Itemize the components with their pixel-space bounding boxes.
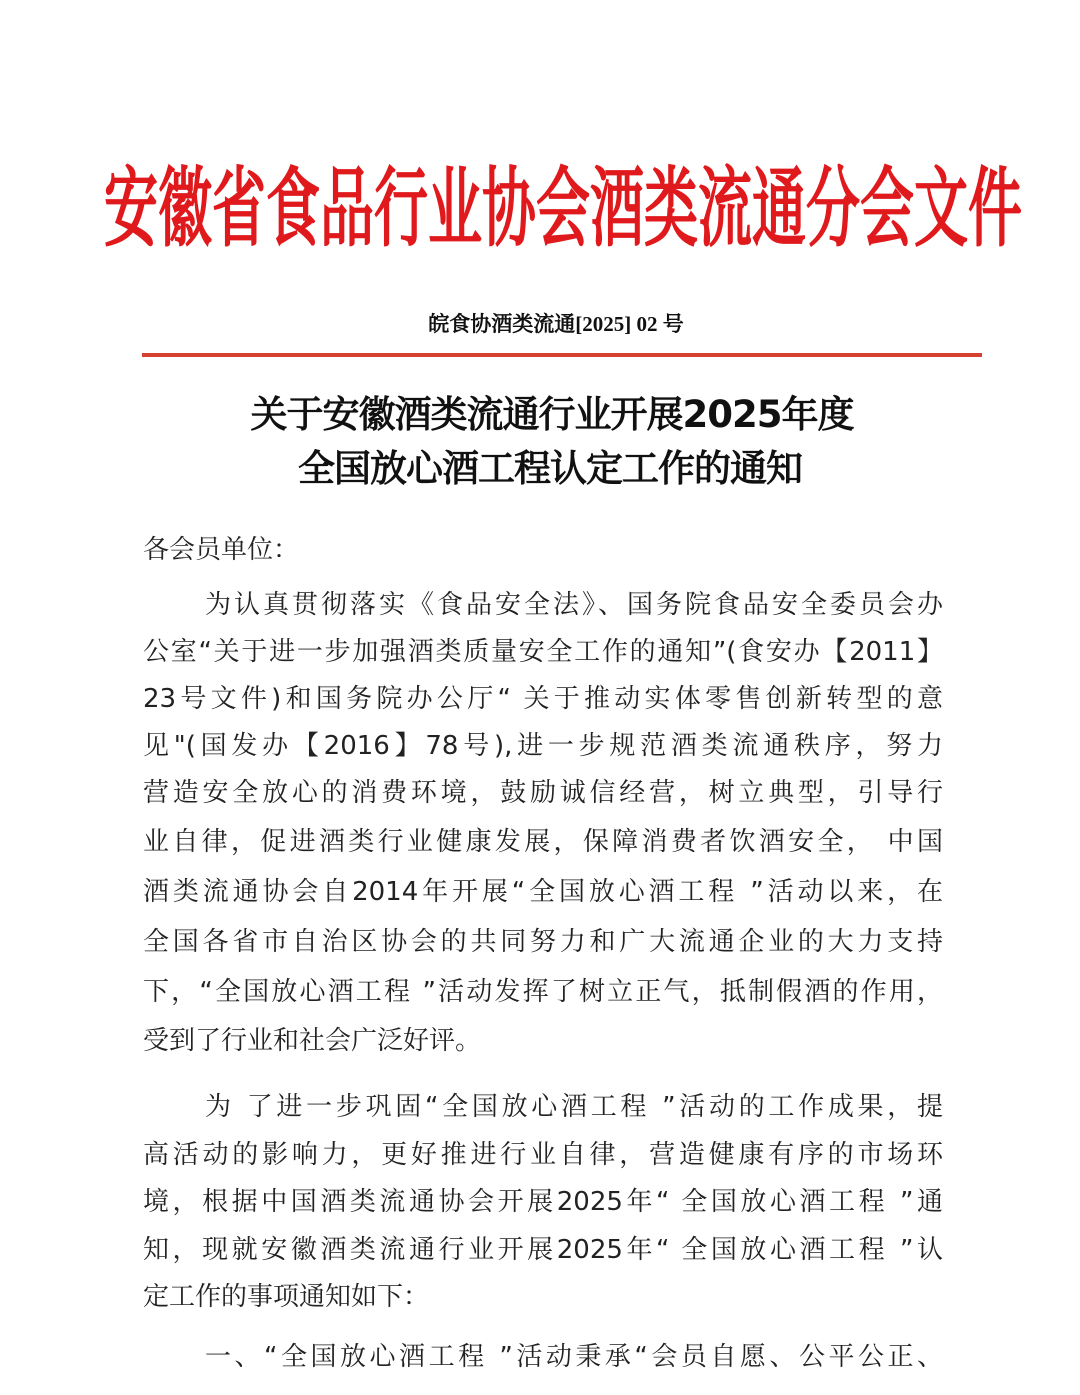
paragraph-1-line: 受到了行业和社会广泛好评。 [143, 1026, 482, 1056]
paragraph-2-line: 高活动的影响力，更好推进行业自律，营造健康有序的市场环 [143, 1140, 943, 1170]
paragraph-2-line: 境，根据中国酒类流通协会开展2025年“ 全国放心酒工程 ”通 [143, 1187, 943, 1217]
paragraph-1-line: 为认真贯彻落实《食品安全法》、国务院食品安全委员会办 [205, 590, 943, 620]
paragraph-1-line: 酒类流通协会自2014年开展“全国放心酒工程 ”活动以来，在 [143, 877, 943, 907]
paragraph-2-line: 知，现就安徽酒类流通行业开展2025年“ 全国放心酒工程 ”认 [143, 1235, 943, 1265]
paragraph-1-line: 业自律，促进酒类行业健康发展，保障消费者饮酒安全， 中国 [143, 827, 943, 857]
notice-title-line-2: 全国放心酒工程认定工作的通知 [298, 447, 802, 490]
document-number: 皖食协酒类流通[2025] 02 号 [428, 312, 684, 336]
paragraph-2-line: 定工作的事项通知如下： [143, 1282, 430, 1312]
paragraph-1-line: 全国各省市自治区协会的共同努力和广大流通企业的大力支持 [143, 927, 943, 957]
masthead-title: 安徽省食品行业协会酒类流通分会文件 [104, 155, 1022, 258]
paragraph-1-line: 营造安全放心的消费环境，鼓励诚信经营，树立典型，引导行 [143, 778, 943, 808]
salutation: 各会员单位： [143, 535, 300, 565]
paragraph-1-line: 公室“关于进一步加强酒类质量安全工作的通知”(食安办【2011】 [143, 637, 943, 667]
paragraph-1-line: 见"(国发办【2016】78号),进一步规范酒类流通秩序，努力 [143, 731, 943, 761]
red-divider-line [142, 353, 982, 357]
notice-title-line-1: 关于安徽酒类流通行业开展2025年度 [250, 393, 854, 436]
paragraph-3-line: 一、“全国放心酒工程 ”活动秉承“会员自愿、公平公正、 [205, 1342, 943, 1372]
paragraph-2-line: 为 了进一步巩固“全国放心酒工程 ”活动的工作成果，提 [205, 1092, 943, 1122]
paragraph-1-line: 下，“全国放心酒工程 ”活动发挥了树立正气，抵制假酒的作用， [143, 977, 943, 1007]
paragraph-1-line: 23号文件)和国务院办公厅“ 关于推动实体零售创新转型的意 [143, 684, 943, 714]
